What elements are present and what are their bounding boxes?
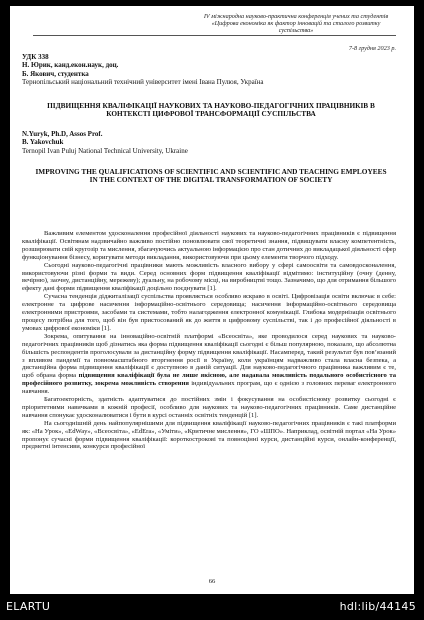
author-en-2: B. Yakovchuk	[22, 138, 64, 147]
paragraph	[22, 333, 396, 396]
paragraph-text: індивідуальних програм, що є однією з головних переваг електронного навчання.	[22, 380, 396, 396]
page-number: 66	[208, 578, 216, 585]
author-ua-1: Н. Юрик, канд.екон.наук, доц.	[22, 61, 119, 70]
paragraph: Сьогодні науково-педагогічні працівники мають можливість власного вибору у сфері самоосвіти та самовдосконалення, використовуючи різні форми та види. Серед основних форм підвищення кваліфікації відмітимо: інституційну (очну (денну, вечірню), заочну, дистанційну, мережеву); дуальну, на робочому місці, на виробництві тощо. Зазначимо, що для отримання більшого ефекту дані форми підвищення кваліфікації доцільно поєднувати [1].	[22, 261, 396, 293]
udc-code: УДК 338	[22, 53, 49, 61]
conference-header	[196, 13, 396, 35]
title-ua: ПІДВИЩЕННЯ КВАЛІФІКАЦІЇ НАУКОВИХ ТА НАУКОВО-ПЕДАГОГІЧНИХ ПРАЦІВНИКІВ В КОНТЕКСТІ ЦИФРОВОЇ ТРАНСФОРМАЦІЇ СУСПІЛЬСТВА	[47, 101, 375, 119]
paragraph: На сьогоднішній день найпопулярнішими для підвищення кваліфікації науково-педагогічних працівників є такі платформи як: «На Урок», «EdWay», «Всеосвіта», «EdEra», «Уміти», «Критичне мислення», ГО «ШПО». Наприклад, освітній портал «На Урок» пропонує сучасні форми підвищення кваліфікації: короткострокові та повноцінні курси, дистанційні курси, онлайн-конференції, предметні інтенсиви, конкурси професійної	[22, 419, 396, 451]
paragraph-text: Зокрема, опитування на інноваційно-освітній платформі «Всеосвіта», яке проводилося серед наукових та науково-педагогічних працівників щоб дізнатись яка форма підвищення кваліфікації сьогодні є більш популярною, показало, що абсолютна більшість респондентів проголосували за дистанційну форму підвищення кваліфікації. Насамперед, такий результат був пов’язаний з впливом пандемії та повномасштабного вторгнення росії в Україну, коли українцям надважливо стала власна безпека, а дистанційна форма підвищення кваліфікації є доступною в даній ситуації. Для науково-педагогічного працівника важливим є те, щоб обрана форма	[22, 332, 396, 380]
authors-block-ua	[22, 53, 396, 87]
conference-line-1: IV міжнародна науково-практична конференція учених та студентів	[203, 13, 389, 20]
conference-date: 7-8 грудня 2023 р.	[348, 45, 396, 52]
paragraph-bold-text: підвищення кваліфікації була не лише якісною, але надавала можливість подального особистісного та професійного розвитку, зокрема можливість створення	[22, 372, 396, 388]
article-body	[22, 230, 396, 451]
paragraph: Багатоекторність, здатність адаптуватися до постійних змін і фокусування на особистісному розвитку сьогодні є пріоритетними навичками в кожній професії, особливо для наукових та науково-педагогічних працівників. Саме дистанційне навчання спонукає удосконалюватися і бути в курсі останніх освітніх тенденцій [1].	[22, 396, 396, 419]
paragraph: Важливим елементом удосконалення професійної діяльності наукових та науково-педагогічних працівників є підвищення кваліфікації. Освітянам надзвичайно важливо постійно поновлювати свої теоретичні знання, підвищувати власну компетентність, розширювати свій кругозір та мислення, збагачуючись актуальною інформацією про стан дотичних до викладацької діяльності сфер функціонування бізнесу, коригувати методи викладання, використовуючи при цьому елементи творчого підходу.	[22, 230, 396, 261]
handle-id: hdl:lib/44145	[339, 600, 416, 613]
viewer-footer	[0, 594, 424, 620]
affiliation-en: Ternopil Ivan Puluj National Technical University, Ukraine	[22, 146, 188, 155]
repository-name: ELARTU	[6, 600, 51, 613]
paper-page	[10, 6, 414, 594]
paragraph: Сучасна тенденція діджиталізації суспільства проявляється особливо яскраво в освіті. Цифровізація освіти включає в себе: електронне та цифрове насичення інформаційно-освітнього середовища; насичення інформаційно-освітнього середовища електронними пристроями, засобами та системами, тобто налагодження електронної комунікації. Глибока модернізація освітнього процесу потрібна для того, щоб він був пристосований як до життя в цифровому суспільстві, так і до професійної діяльності в умовах цифрової економіки [1].	[22, 293, 396, 332]
header-divider	[33, 35, 396, 36]
author-ua-2: Б. Якович, студентка	[22, 69, 89, 78]
authors-block-en	[22, 130, 396, 155]
author-en-1: N.Yuryk, Ph.D, Assos Prof.	[22, 130, 103, 138]
title-en: IMPROVING THE QUALIFICATIONS OF SCIENTIFIC AND SCIENTIFIC AND TEACHING EMPLOYEES IN THE CONTEXT OF THE DIGITAL TRANSFORMATION OF SOCIETY	[35, 167, 387, 185]
affiliation-ua: Тернопільський національний технічний університет імені Івана Пулюя, Україна	[22, 78, 264, 87]
conference-line-2: «Цифрова економіка як фактор інновацій та сталого розвитку суспільства»	[211, 20, 381, 35]
